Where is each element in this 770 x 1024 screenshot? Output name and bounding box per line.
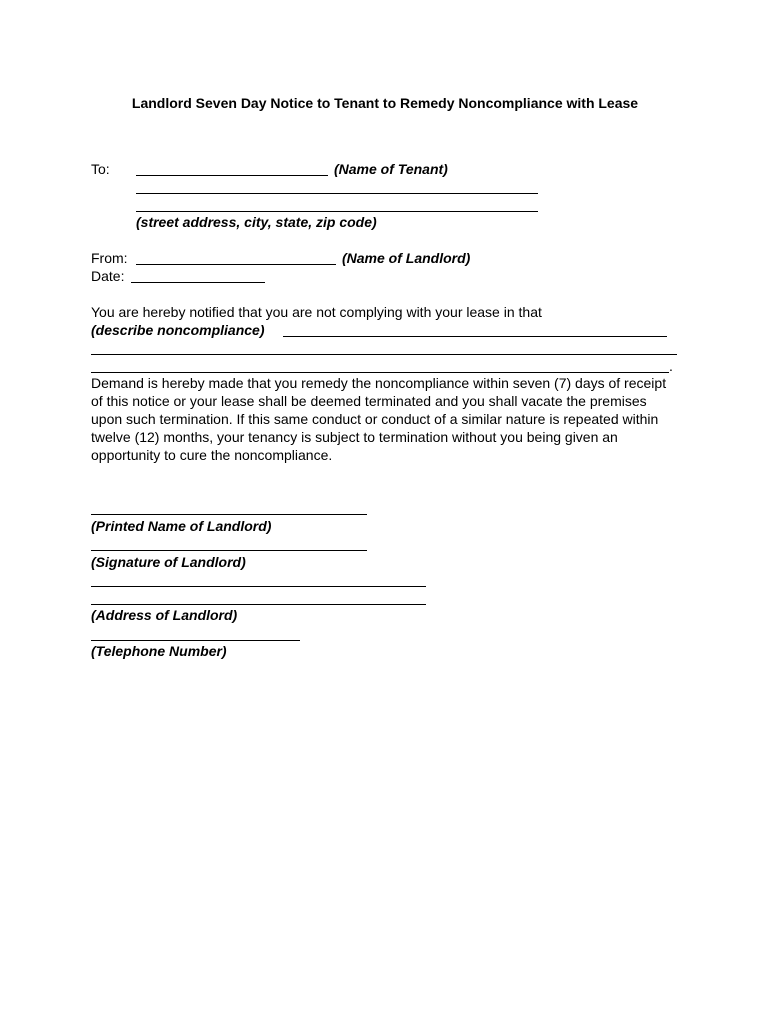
noncompliance-line-3[interactable] xyxy=(91,372,669,373)
signature-label: (Signature of Landlord) xyxy=(91,554,246,570)
document-title: Landlord Seven Day Notice to Tenant to Remedy Noncompliance with Lease xyxy=(131,95,639,111)
printed-name-line[interactable] xyxy=(91,514,367,515)
to-label: To: xyxy=(91,161,110,177)
date-line[interactable] xyxy=(131,282,265,283)
telephone-line[interactable] xyxy=(91,640,300,641)
landlord-address-line-1[interactable] xyxy=(91,586,426,587)
landlord-address-label: (Address of Landlord) xyxy=(91,607,238,623)
demand-paragraph: Demand is hereby made that you remedy the noncompliance within seven (7) days of receipt of this notice or your lease shall be deemed terminated and you shall vacate the premises upon such termination. If this same conduct or conduct of a similar nature is repeated within twelve (12) months, your tenancy is subject to termination without you being given an opportunity to cure the noncompliance. xyxy=(91,375,667,463)
date-label: Date: xyxy=(91,268,125,284)
from-label: From: xyxy=(91,250,128,266)
noncompliance-line-2[interactable] xyxy=(91,354,677,355)
landlord-name-label: (Name of Landlord) xyxy=(342,250,471,266)
noncompliance-period: . xyxy=(669,358,673,374)
describe-noncompliance-label: (describe noncompliance) xyxy=(91,322,265,338)
tenant-address-label: (street address, city, state, zip code) xyxy=(136,214,377,230)
tenant-name-label: (Name of Tenant) xyxy=(334,161,448,177)
landlord-address-line-2[interactable] xyxy=(91,604,426,605)
notice-intro: You are hereby notified that you are not complying with your lease in that xyxy=(91,304,542,320)
landlord-name-line[interactable] xyxy=(136,264,336,265)
tenant-address-line-1[interactable] xyxy=(136,193,538,194)
printed-name-label: (Printed Name of Landlord) xyxy=(91,518,272,534)
tenant-name-line[interactable] xyxy=(136,175,328,176)
tenant-address-line-2[interactable] xyxy=(136,211,538,212)
signature-line[interactable] xyxy=(91,550,367,551)
telephone-label: (Telephone Number) xyxy=(91,643,227,659)
noncompliance-line-1[interactable] xyxy=(283,336,667,337)
